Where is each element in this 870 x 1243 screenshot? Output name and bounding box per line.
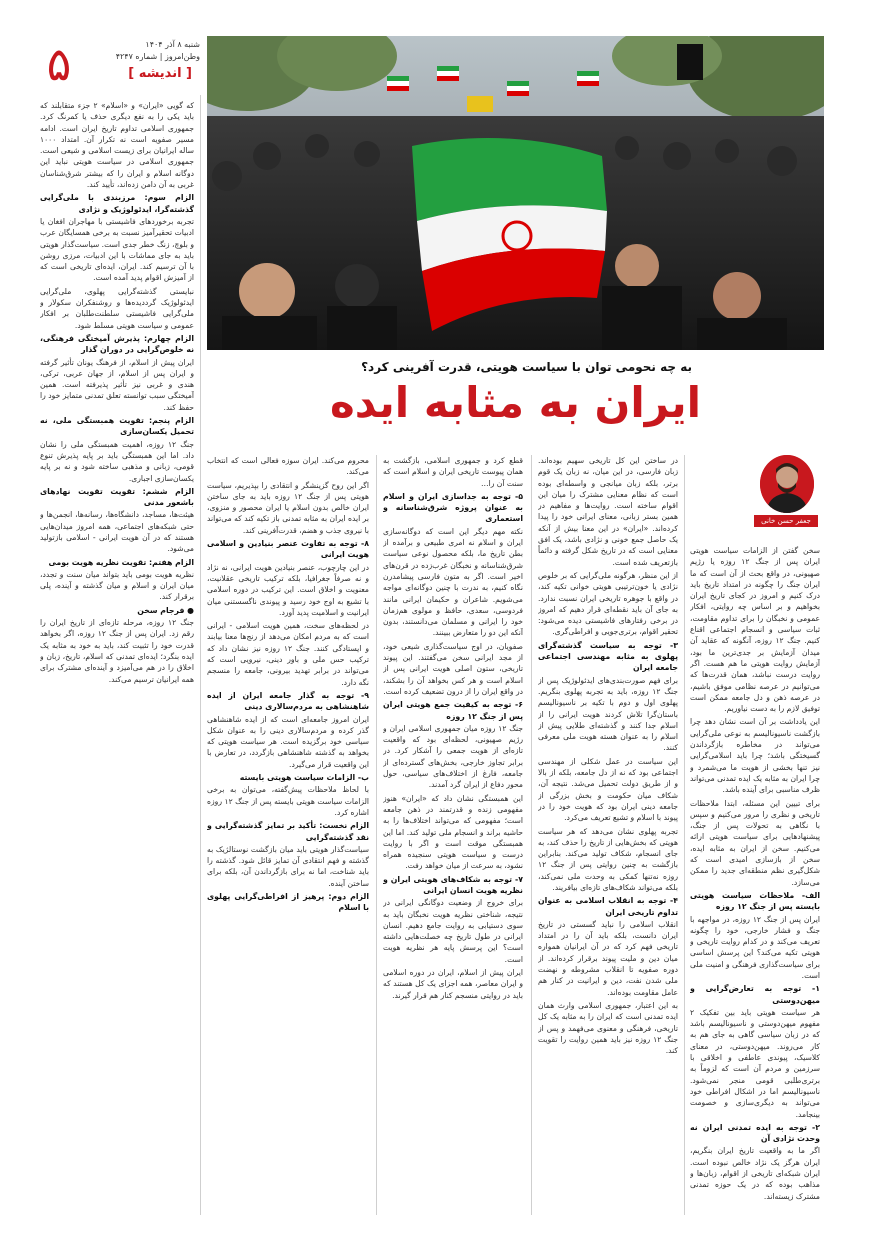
section-heading: الزام نخست: تأکید بر تمایز گذشته‌گرایی و نقد گذشته‌گرایی (207, 821, 369, 842)
masthead (40, 38, 200, 90)
paragraph: ایران پیش از اسلام، از فرهنگ یونان تأثیر گرفته و ایران پس از اسلام، از جهان عربی، ترکی، هندی و غربی نیز تأثیر پذیرفته است. همین آمیختگی سبب توانسته تعلق تمدنی متمایز خود را حفظ کند. (40, 357, 194, 412)
paragraph: جنگ ۱۲ روزه میان جمهوری اسلامی ایران و رژیم صهیونی، لحظه‌ای بود که واقعیت تازه‌ای از هویت جمعی را آشکار کرد. در برابر تجاوز خارجی، بخش‌های گسترده‌ای از جامعه، فارغ از اختلاف‌های سیاسی، حول محور دفاع از ایران گرد آمدند. (383, 723, 523, 790)
paragraph: با لحاظ ملاحظات پیش‌گفته، می‌توان به برخی الزامات سیاست هویتی بایسته پس از جنگ ۱۲ روزه اشاره کرد. (207, 785, 369, 817)
paragraph: برای تبیین این مسئله، ابتدا ملاحظات تاریخی و نظری را مرور می‌کنیم و سپس با نگاهی به تحولات پس از جنگ، پیشنهادهایی برای سیاست هویتی ارائه می‌کنیم. سخن از ایران به مثابه ایده، سخن از بازسازی امیدی است که شکل‌گیری نظم منطقه‌ای جدید را ممکن می‌سازد. (690, 798, 820, 887)
section-heading: ۳- توجه به سیاست گذشته‌گرای پهلوی به مثابه مهندسی اجتماعی جامعه ایران (538, 640, 678, 673)
section-heading: الزام هفتم: تقویت نظریه هویت بومی (48, 557, 194, 567)
paragraph: نکته مهم دیگر این است که دوگانه‌سازی ایران و اسلام نه امری طبیعی و برآمده از بطن تاریخ ما، بلکه محصول نوعی سیاست شرق‌شناسانه و نخبگان غرب‌زده در قرن‌های اخیر است. اگر به متون فارسی پیشامدرن نگاه کنیم، به ندرت با چنین دوگانه‌ای مواجه می‌شویم. شاعران و حکیمان ایرانی مانند فردوسی، سعدی، حافظ و مولوی هم‌زمان خود را ایرانی و مسلمان می‌دانستند، بدون آنکه این دو را متعارض ببینند. (383, 526, 523, 638)
section-heading: الزام ششم: تقویت تقویت نهادهای باشعور مدنی (40, 486, 194, 508)
date-line: شنبه ۸ آذر ۱۴۰۴ (145, 40, 200, 49)
section-heading: ۸- توجه به تفاوت عنصر بنیادین و اسلامی هویت ایرانی (207, 539, 369, 560)
crowd-flag-photo (207, 36, 824, 350)
section-heading: ۷- توجه به شکاف‌های هویتی ایران و نظریه هویت انسان ایرانی (383, 874, 523, 895)
paragraph: سیاست‌گذار هویتی باید میان بازگشت نوستالژیک به گذشته و فهم انتقادی آن تمایز قائل شود. گذشته را باید شناخت، اما نه برای بازگرداندن آن، بلکه برای ساختن آینده. (207, 844, 369, 888)
paragraph: برای خروج از وضعیت دوگانگی ایرانی در نتیجه، شناختی نظریه هویت نخبگان باید به سوی دستیابی به روایت جامع دهیم. انسان ایرانی در طول تاریخ چه خصلت‌هایی داشته است؟ این پرسش پایه هر نظریه هویت است. (383, 898, 523, 964)
article-column-4 (207, 455, 369, 1215)
paragraph: هیئت‌ها، مساجد، دانشگاه‌ها، رسانه‌ها، انجمن‌ها و حتی شبکه‌های اجتماعی، همه امروز میدان‌هایی هستند که در آن هویت ایرانی - اسلامی بازتولید می‌شود. (40, 510, 194, 554)
section-tag: [ اندیشه ] (128, 66, 192, 81)
section-heading: ۶- توجه به کیفیت جمع هویتی ایران پس از جنگ ۱۲ روزه (383, 700, 523, 721)
article-column-1-top (690, 455, 750, 535)
section-heading: الزام سوم: مرزبندی با ملی‌گرایی گذشته‌گرا، ایدئولوژیک و نژادی (40, 193, 194, 214)
paragraph: محروم می‌کند. ایران سوزه فعالی است که انتخاب می‌کند. (207, 456, 369, 477)
paragraph: از این منظر، هرگونه ملی‌گرایی که بر خلوص نژادی یا خون‌ترتیبی هویتی خوانی تکیه کند، در واقع با جوهره تاریخی ایران نسبت ندارد. به جای آن باید نقطه‌ای قرار دهیم که امروز در برخی رفتارهای فاشیستی دیده می‌شود: تحقیر اقوام، برتری‌جویی و افراطی‌گری. (538, 570, 678, 637)
page-number: ۵ (46, 37, 72, 91)
paragraph: ایران پیش از اسلام، ایران در دوره اسلامی و ایران معاصر، همه اجزای یک کل هستند که باید در روایتی منسجم کنار هم قرار گیرند. (383, 968, 523, 1000)
section-heading: الزام پنجم: تقویت همبستگی ملی، نه تحمیل یکسان‌سازی (40, 416, 194, 437)
section-heading: ۹- توجه به گذار جامعه ایران از ایده شاهنشاهی به مردم‌سالاری دینی (207, 690, 369, 712)
paragraph: در ساختن این کل تاریخی سهیم بوده‌اند. زبان فارسی، در این میان، نه زبان یک قوم برتر، بلکه زبان میانجی و واسطه‌ای بوده است که نظام معنایی مشترک را میان این اقوام ساخته است. روایت‌ها و مفاهیم در همین بستر زبانی، معنای ایرانی خود را پیدا کرده‌اند. «ایران» در این معنا بیش از آنکه یک حاصل جمع خونی و نژادی باشد، یک افق معنایی است که در تاریخ شکل گرفته و دائماً بازتعریف شده است. (538, 456, 678, 567)
section-heading: الزام دوم: پرهیز از افراطی‌گرایی پهلوی با اسلام (207, 891, 369, 913)
paragraph: تجربه پهلوی نشان می‌دهد که هر سیاست هویتی که بخش‌هایی از تاریخ را حذف کند، به جای انسجام، شکاف تولید می‌کند. بنابراین بازگشت به چنین روایتی پس از جنگ ۱۲ روزه نه‌تنها کمکی به وحدت ملی نمی‌کند، بلکه می‌تواند شکاف‌های تازه‌ای بیافریند. (538, 826, 678, 892)
section-heading: ● فرجام سخن (137, 605, 194, 615)
article-column-2 (538, 455, 678, 1215)
article-column-3 (383, 455, 523, 1215)
paragraph: صفویان، در اوج سیاست‌گذاری شیعی خود، از مجد ایرانی سخن می‌گفتند. این پیوند تاریخی، ستون اصلی هویت ایرانی پس از اسلام است و هر کس بخواهد آن را بشکند، در واقع ایران را از درون تضعیف کرده است. (383, 641, 523, 696)
section-heading: ۲- توجه به ایده تمدنی ایران نه وحدت نژادی آن (690, 1122, 820, 1144)
section-label: اندیشه (138, 66, 182, 81)
section-heading: ۱- توجه به تعارض‌گرایی و میهن‌دوستی (690, 984, 820, 1005)
kicker: به چه نحومی توان با سیاست هویتی، قدرت آفرینی کرد؟ (361, 360, 692, 374)
paragraph: انقلاب اسلامی را نباید گسستی در تاریخ ایران دانست، بلکه باید آن را در امتداد تاریخی فهم کرد که در آن ایرانیان همواره میان دین و ملیت پیوند برقرار کرده‌اند. از دوره صفویه تا انقلاب مشروطه و نهضت ملی شدن نفت، دین و ایرانیت در کنار هم عامل مقاومت بوده‌اند. (538, 919, 678, 997)
paragraph: در لحظه‌های سخت، همین هویت اسلامی - ایرانی است که به مردم امکان می‌دهد از رنج‌ها معنا بیابند و ایستادگی کنند. جنگ ۱۲ روزه نیز نشان داد که ترکیب حس ملی و باور دینی، نیرویی است که می‌تواند در برابر تهدید بیرونی، جامعه را منسجم نگه دارد. (207, 621, 369, 687)
paragraph: این همبستگی نشان داد که «ایران» هنوز مفهومی زنده و قدرتمند در ذهن جامعه است؛ مفهومی که می‌تواند اختلاف‌ها را به حاشیه براند و انسجام ملی تولید کند. اما این همبستگی موقت است و اگر با روایت درست و سیاست هویتی سنجیده همراه نشود، به سرعت از میان خواهد رفت. (383, 793, 523, 871)
issue-line: وطن‌امروز | شماره ۴۲۴۷ (115, 52, 200, 61)
main-title: ایران به مثابه ایده (329, 378, 702, 427)
paragraph: سخن گفتن از الزامات سیاست هویتی ایران پس از جنگ ۱۲ روزه یا رژیم صهیونی، در واقع بحث از آن است که ما ایران جنگ را چگونه در امتداد تاریخ باید درک کنیم و امروز در کجای تاریخ ایران بخواهیم و بر اساس چه روایتی، افکار عمومی و نخبگان را برای تداوم مقاومت، ثبات سیاسی و انسجام اجتماعی اقناع کنیم. جنگ ۱۲ روزه، آنگونه که عقاید آن میدان آزمایش بر جدی‌ترین ما بود، آزمایش روایت هویتی ما هم هست. اگر روایت درست نباشد، همان قدرت‌ها که می‌توانیم در عرصه نظامی موفق باشیم، در عرصه ذهن و دل جامعه ممکن است توفیق لازم را به دست نیاوریم. (690, 546, 820, 714)
paragraph: این یادداشت بر آن است نشان دهد چرا بازگشت ناسیونالیسم به نوعی ملی‌گرایی می‌تواند در مخاطره بازگرداندن گسیختگی باشد؛ چرا باید اسلامی‌گرایی نیز تنها بخشی از هویت ما می‌شمرد و چرا ایران به مثابه یک ایده تمدنی می‌تواند ظرف مناسبی برای آینده باشد. (690, 717, 820, 795)
paragraph: نبایستی گذشته‌گرایی پهلوی، ملی‌گرایی ایدئولوژیک گرد‌دیده‌ها و روشنفکران سکولار و ملی‌گرایی فاشیستی سلطنت‌طلبان بر افکار عمومی و سیاست هویتی مسلط شود. (40, 286, 194, 330)
section-heading: ۴- توجه به انقلاب اسلامی به عنوان تداوم تاریخی ایران (538, 896, 678, 917)
paragraph: نظریه هویت بومی باید بتواند میان سنت و تجدد، میان ایران و اسلام و میان گذشته و آینده، پلی برقرار کند. (40, 569, 194, 602)
photo-illustration (207, 36, 824, 350)
paragraph: جنگ ۱۲ روزه، مرحله تازه‌ای از تاریخ ایران را رقم زد. ایران پس از جنگ ۱۲ روزه، اگر بخواهد قدرت خود را تثبیت کند، باید به خود به مثابه یک ایده بنگرد؛ ایده‌ای تمدنی که اسلام، تاریخ، زبان و اخلاق را در هم می‌آمیزد و آینده‌ای مشترک برای همه ایرانیان ترسیم می‌کند. (40, 618, 194, 684)
paragraph: این سیاست در عمل شکلی از مهندسی اجتماعی بود که نه از دل جامعه، بلکه از بالا و از طریق دولت تحمیل می‌شد. نتیجه آن، شکاف میان حکومت و بخش بزرگی از جامعه دینی ایران بود که هویت خود را در پیوند با اسلام و تشیع تعریف می‌کرد. (538, 756, 678, 823)
section-heading: ب- الزامات سیاست هویتی بایسته (239, 773, 369, 783)
paragraph: اگر این روح گزینشگر و انتقادی را بپذیریم، سیاست هویتی پس از جنگ ۱۲ روزه باید به جای ساختن ایران خالص بدون اسلام یا ایران محصور و منزوی، بر ایده ایران به مثابه تمدنی باز تکیه کند که می‌تواند با نیروی جذب و هضم، قدرت‌آفرینی کند. (207, 480, 369, 535)
section-heading: ۵- توجه به جداسازی ایران و اسلام به عنوان پروژه شرق‌شناسانه و استعماری (383, 491, 523, 524)
paragraph: در این چارچوب، عنصر بنیادین هویت ایرانی، نه نژاد و نه صرفاً جغرافیا، بلکه ترکیب تاریخی عقلانیت، معنویت و اخلاق است. این ترکیب در دوره اسلامی با تشیع به اوج خود رسید و پیوندی ناگسستنی میان ایرانیت و اسلامیت پدید آورد. (207, 562, 369, 617)
column-divider (684, 455, 685, 1215)
paragraph: به این اعتبار، جمهوری اسلامی وارث همان ایده تمدنی است که ایران را به مثابه یک کل تاریخی، فرهنگی و معنوی می‌فهمد و پس از جنگ ۱۲ روزه نیز باید همین روایت را تقویت کند. (538, 1000, 678, 1056)
paragraph: برای فهم صورت‌بندی‌های ایدئولوژیک پس از جنگ ۱۲ روزه، باید به تجربه پهلوی بنگریم. پهلوی اول و دوم با تکیه بر ناسیونالیسم باستان‌گرا تلاش کردند هویت ایرانی را از اسلام جدا کنند و گذشته‌ای طلایی پیش از اسلام را به عنوان هسته هویت ملی معرفی کنند. (538, 675, 678, 753)
column-divider (376, 455, 377, 1215)
paragraph: تجربه برخوردهای فاشیستی با مهاجران افغان یا ادبیات تحقیرآمیز نسبت به برخی همسایگان عرب و بلوچ، زنگ خطر جدی است. سیاست‌گذار هویتی باید به جای مماشات با این ادبیات، مرزی روشن با آن ترسیم کند. ایران، ایده‌ای تاریخی است که از آمیزش اقوام پدید آمده است. (40, 216, 194, 283)
paragraph: اگر ما به واقعیت تاریخ ایران بنگریم، ایران هرگز یک نژاد خالص نبوده است. ایران شبکه‌ای تاریخی از اقوام، زبان‌ها و مذاهب بوده که در یک حوزه تمدنی مشترک زیسته‌اند. (690, 1146, 820, 1201)
column-divider (531, 455, 532, 1215)
paragraph: ایران پس از جنگ ۱۲ روزه، در مواجهه با جنگ و فشار خارجی، خود را چگونه تعریف می‌کند و در کدام روایت تاریخی و هویتی تکیه می‌کند؟ این پرسش اساسی برای سیاست‌گذاری فرهنگی و امنیت ملی است. (690, 914, 820, 980)
paragraph: قطع کرد و جمهوری اسلامی، بازگشت به همان پیوست تاریخی ایران و اسلام است که سنت آن را… (383, 456, 523, 488)
column-divider (200, 95, 201, 1215)
section-heading: الف- ملاحظات سیاست هویتی بایسته پس از جنگ ۱۲ روزه (690, 890, 820, 912)
author-name: جعفر حسن خانی (754, 515, 818, 527)
paragraph: جنگ ۱۲ روزه، اهمیت همبستگی ملی را نشان داد. اما این همبستگی باید بر پایه پذیرش تنوع قومی، زبانی و مذهبی ساخته شود و نه بر پایه یکسان‌سازی اجباری. (40, 439, 194, 483)
paragraph: هر سیاست هویتی باید بین تفکیک ۲ مفهوم میهن‌دوستی و ناسیونالیسم باشد که در زبان سیاسی گاهی به جای هم به کار می‌روند. میهن‌دوستی، در معنای کلاسیک، پیوندی عاطفی و اخلاقی با سرزمین و مردم آن است که لزوماً به برتری‌طلبی قومی منجر نمی‌شود. ناسیونالیسم اما در اشکال افراطی خود می‌تواند به دیگری‌سازی و خصومت بینجامد. (690, 1007, 820, 1119)
article-column-5 (40, 100, 194, 1215)
section-heading: الزام چهارم: پذیرش آمیختگی فرهنگی، نه خلوص‌گرایی در دوران گذار (40, 333, 194, 355)
paragraph: که گویی «ایران» و «اسلام» ۲ جزء متقابلند که باید یکی را به نفع دیگری حذف یا کمرنگ کرد. جمهوری اسلامی تداوم تاریخ ایران است. ادامه مسیر صفویه است نه تکرار آن. امتداد ۱۰۰۰ ساله ایرانیان برای زیست اسلامی و شیعی است. جمهوری اسلامی در سیاست هویتی نباید این دوگانه اسلام و ایران را که بیشتر شرق‌شناسان غربی به آن دامن زده‌اند، تأیید کند. (40, 101, 194, 190)
paragraph: ایران امروز جامعه‌ای است که از ایده شاهنشاهی گذر کرده و مردم‌سالاری دینی را به عنوان شکل سیاسی خود برگزیده است. هر سیاست هویتی که بخواهد به گذشته شاهنشاهی بازگردد، در تعارض با این واقعیت قرار می‌گیرد. (207, 714, 369, 769)
article-column-1 (690, 455, 820, 1215)
headline-block (207, 350, 824, 445)
